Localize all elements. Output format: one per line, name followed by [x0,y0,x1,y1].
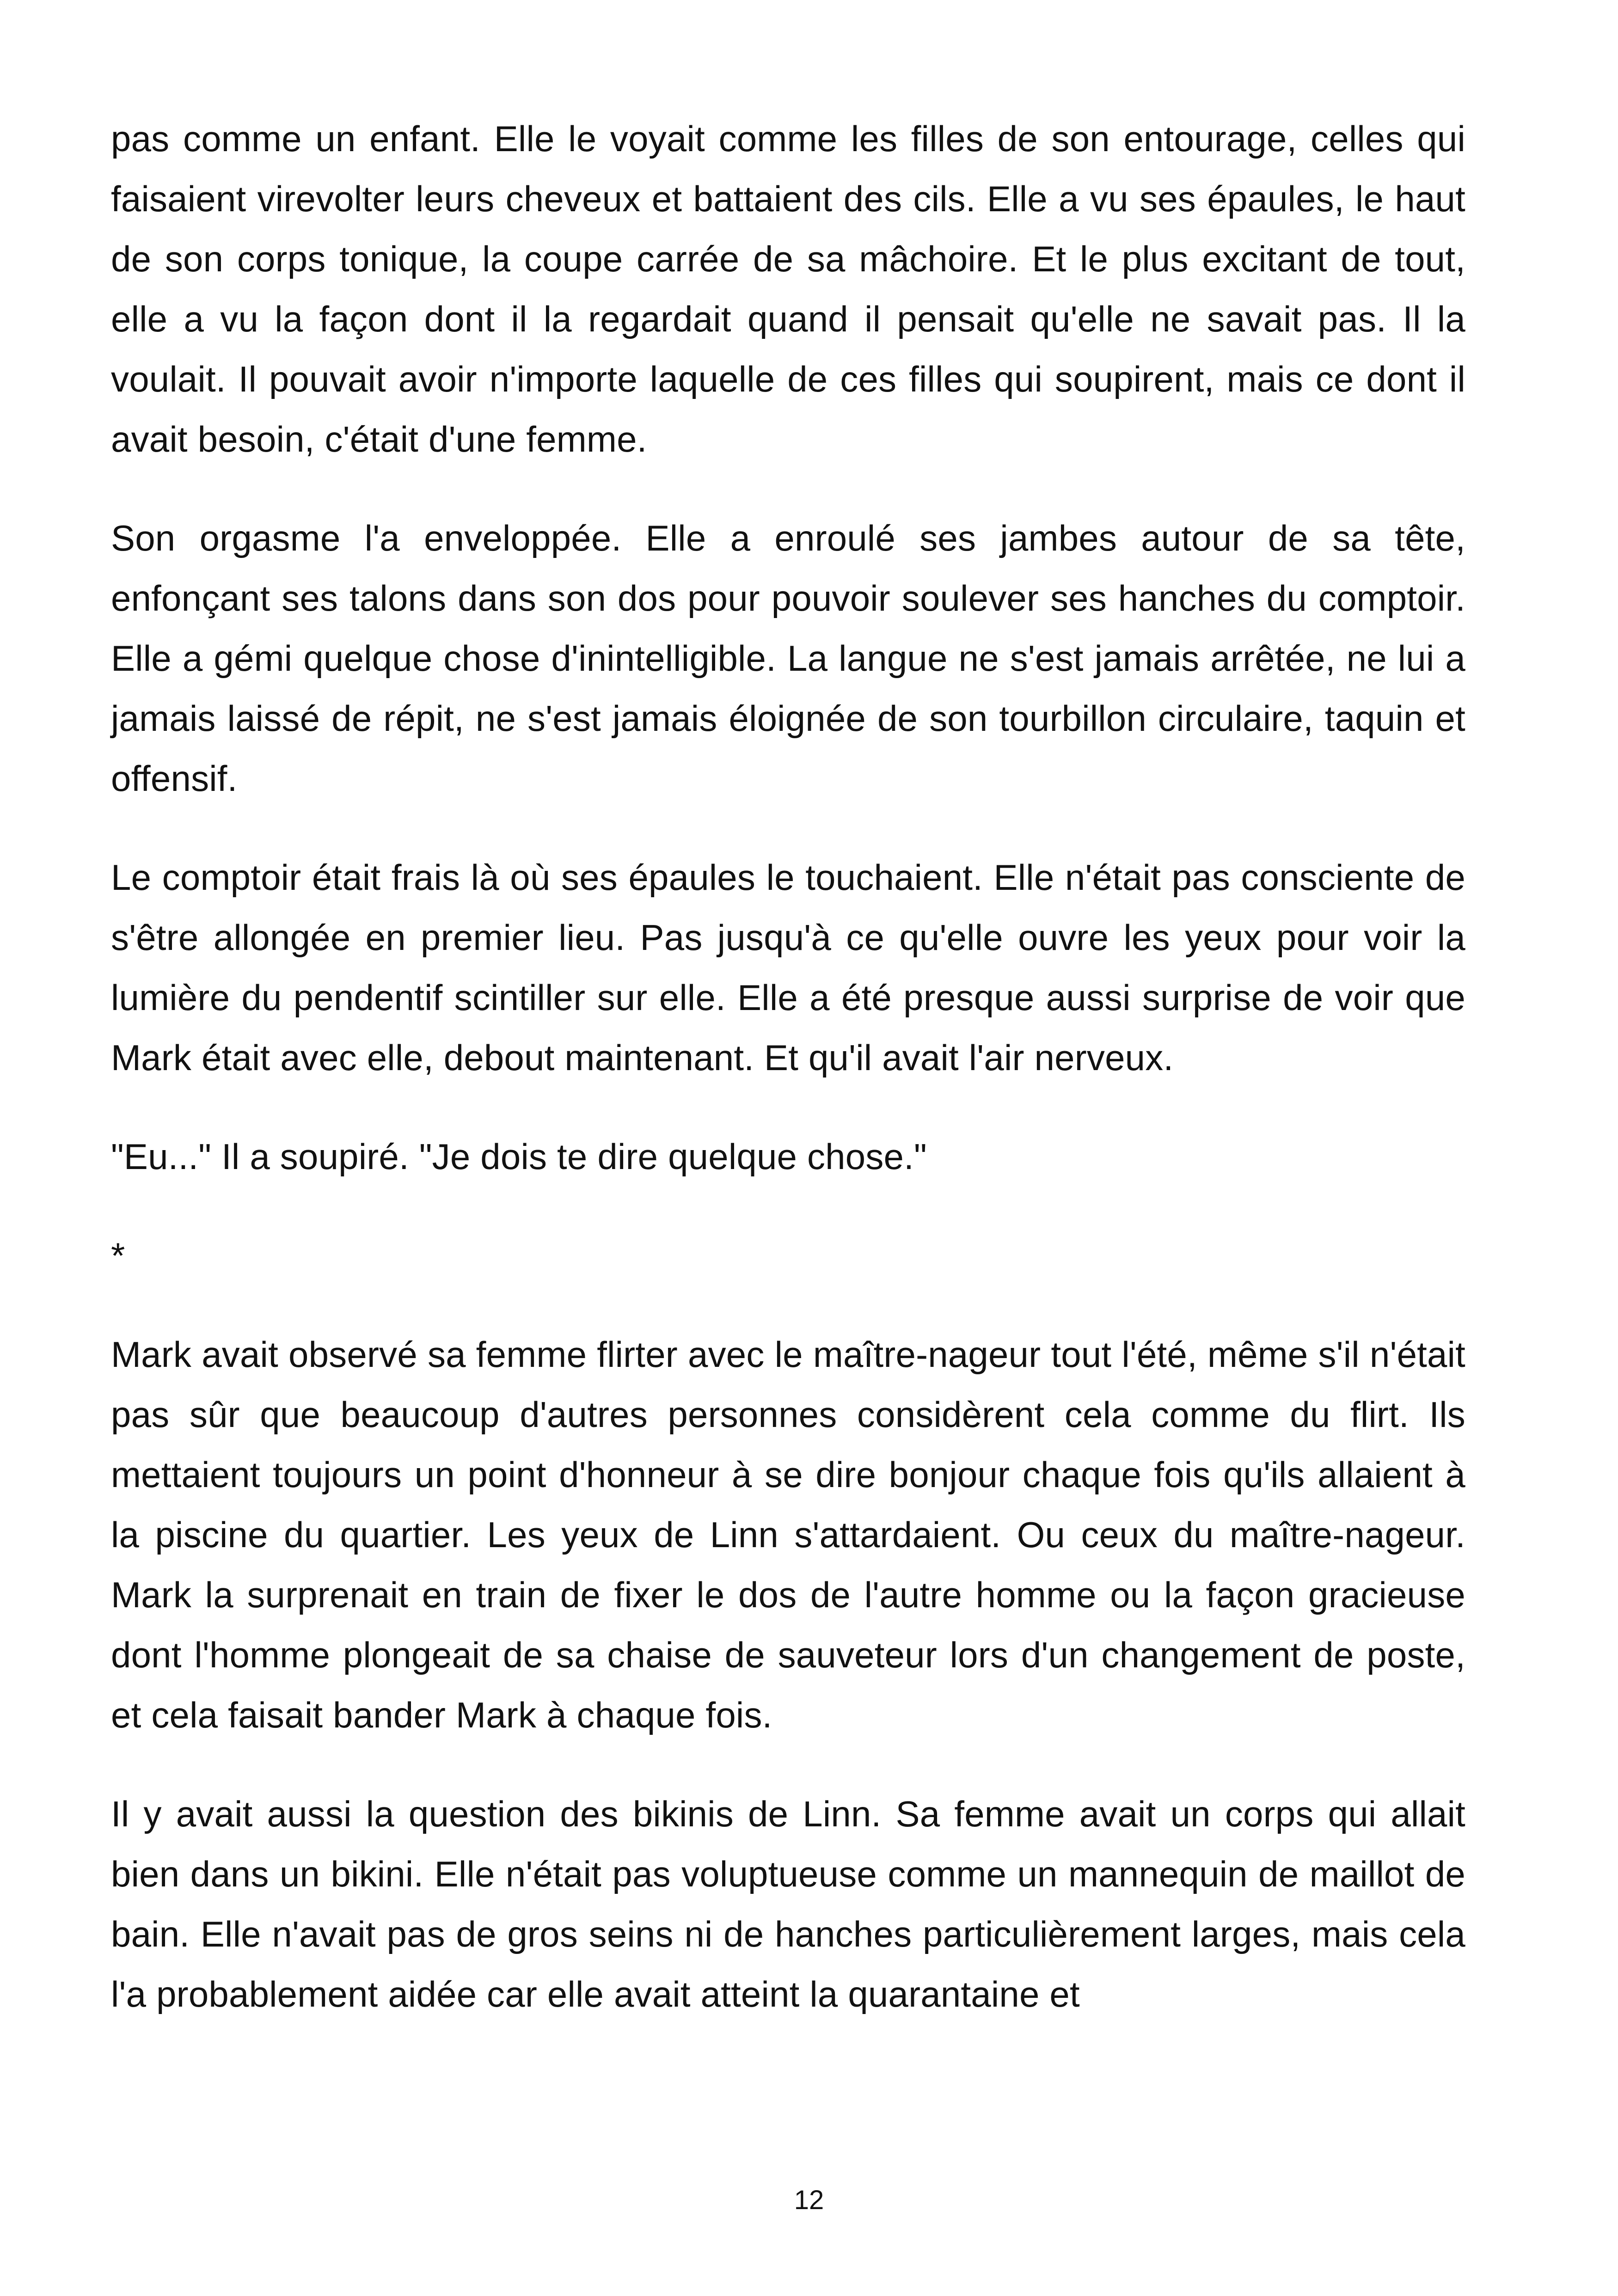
paragraph: Son orgasme l'a enveloppée. Elle a enroulé ses jambes autour de sa tête, enfonçant ses talons dans son dos pour pouvoir soulever ses hanches du comptoir. Elle a gémi quelque chose d'inintelligible. La langue ne s'est jamais arrêtée, ne lui a jamais laissé de répit, ne s'est jamais éloignée de son tourbillon circulaire, taquin et offensif. [111,518,1465,799]
page-number: 12 [794,2185,824,2215]
scene-separator: * [111,1235,125,1276]
dialogue-paragraph: "Eu..." Il a soupiré. "Je dois te dire quelque chose." [111,1136,927,1177]
paragraph: Il y avait aussi la question des bikinis de Linn. Sa femme avait un corps qui allait bien dans un bikini. Elle n'était pas voluptueuse comme un mannequin de maillot de bain. Elle n'avait pas de gros seins ni de hanches particulièrement larges, mais cela l'a probablement aidée car elle avait atteint la quarantaine et [111,1794,1465,2014]
paragraph: Mark avait observé sa femme flirter avec le maître-nageur tout l'été, même s'il n'était pas sûr que beaucoup d'autres personnes considèrent cela comme du flirt. Ils mettaient toujours un point d'honneur à se dire bonjour chaque fois qu'ils allaient à la piscine du quartier. Les yeux de Linn s'attardaient. Ou ceux du maître-nageur. Mark la surprenait en train de fixer le dos de l'autre homme ou la façon gracieuse dont l'homme plongeait de sa chaise de sauveteur lors d'un changement de poste, et cela faisait bander Mark à chaque fois. [111,1334,1465,1735]
paragraph: pas comme un enfant. Elle le voyait comme les filles de son entourage, celles qui faisaient virevolter leurs cheveux et battaient des cils. Elle a vu ses épaules, le haut de son corps tonique, la coupe carrée de sa mâchoire. Et le plus excitant de tout, elle a vu la façon dont il la regardait quand il pensait qu'elle ne savait pas. Il la voulait. Il pouvait avoir n'importe laquelle de ces filles qui soupirent, mais ce dont il avait besoin, c'était d'une femme. [111,118,1465,459]
paragraph: Le comptoir était frais là où ses épaules le touchaient. Elle n'était pas consciente de s'être allongée en premier lieu. Pas jusqu'à ce qu'elle ouvre les yeux pour voir la lumière du pendentif scintiller sur elle. Elle a été presque aussi surprise de voir que Mark était avec elle, debout maintenant. Et qu'il avait l'air nerveux. [111,857,1465,1078]
body-text [111,109,1465,2063]
